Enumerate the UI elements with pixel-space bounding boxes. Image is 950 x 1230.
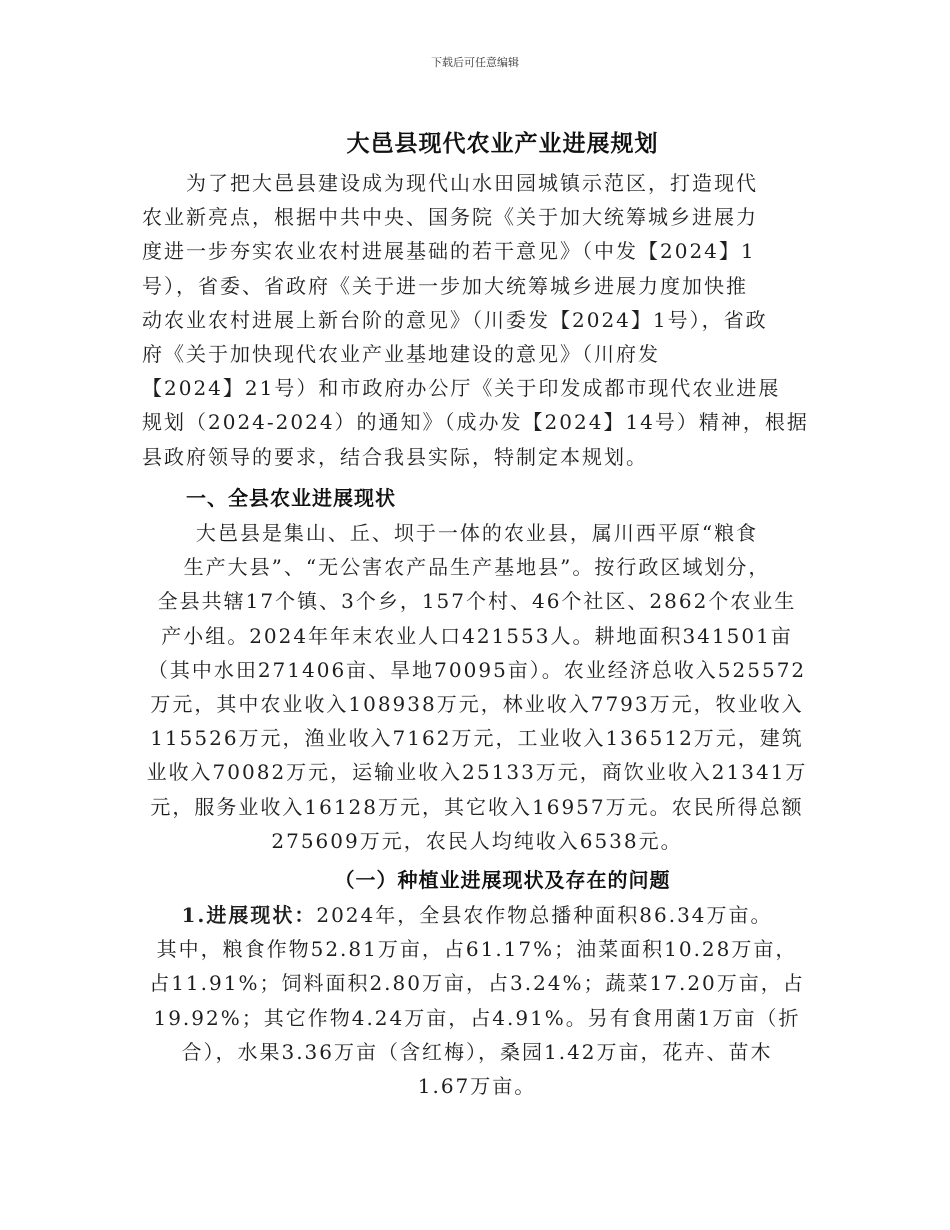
text-line: 业收入70082万元，运输业收入25133万元，商饮业收入21341万 [146, 760, 808, 785]
page-header-note: 下载后可任意编辑 [431, 56, 519, 69]
text-line: 产小组。2024年年末农业人口421553人。耕地面积341501亩 [161, 623, 793, 648]
text-line: 规划（2024-2024）的通知》（成办发【2024】14号）精神，根据 [142, 410, 809, 435]
lead-text: 2024年，全县农作物总播种面积86.34万亩。 [316, 903, 773, 927]
text-line: 农业新亮点，根据中共中央、国务院《关于加大统筹城乡进展力 [142, 205, 758, 230]
text-line: 全县共辖17个镇、3个乡，157个村、46个社区、2862个农业生 [157, 589, 797, 614]
text-line: 为了把大邑县建设成为现代山水田园城镇示范区，打造现代 [142, 171, 758, 195]
text-line: 其中，粮食作物52.81万亩，占61.17%；油菜面积10.28万亩， [156, 937, 798, 962]
text-line: 元，服务业收入16128万元，其它收入16957万元。农民所得总额 [150, 794, 804, 819]
text-line: 动农业农村进展上新台阶的意见》（川委发【2024】1号），省政 [142, 307, 768, 332]
text-line: 【2024】21号）和市政府办公厅《关于印发成都市现代农业进展 [142, 376, 781, 401]
section1-paragraph [142, 516, 812, 858]
text-line: 275609万元，农民人均纯收入6538元。 [271, 828, 683, 853]
text-line: 万元，其中农业收入108938万元，林业收入7793万元，牧业收入 [150, 692, 804, 717]
intro-paragraph [142, 166, 812, 474]
section-heading: 一、全县农业进展现状 [186, 486, 396, 510]
subsection1-paragraph [142, 898, 812, 1103]
text-line: 1.67万亩。 [417, 1074, 537, 1099]
text-line: 生产大县”、“无公害农产品生产基地县”。按行政区域划分， [183, 555, 771, 580]
document-title: 大邑县现代农业产业进展规划 [346, 130, 659, 157]
subsection-heading: （一）种植业进展现状及存在的问题 [334, 868, 671, 892]
text-line: 度进一步夯实农业农村进展基础的若干意见》（中发【2024】1 [142, 239, 756, 264]
text-line: 县政府领导的要求，结合我县实际，特制定本规划。 [142, 444, 648, 469]
text-line: 占11.91%；饲料面积2.80万亩，占3.24%；蔬菜17.20万亩，占 [149, 971, 805, 996]
text-line: 府《关于加快现代农业产业基地建设的意见》（川府发 [142, 342, 660, 367]
text-line: 115526万元，渔业收入7162万元，工业收入136512万元，建筑 [150, 726, 804, 751]
text-line [142, 898, 812, 932]
text-line: 大邑县是集山、丘、坝于一体的农业县，属川西平原“粮食 [195, 521, 759, 545]
lead-label: 1.进展现状： [181, 903, 317, 927]
text-line: 19.92%；其它作物4.24万亩，占4.91%。另有食用菌1万亩（折 [153, 1005, 801, 1030]
text-line: 号），省委、省政府《关于进一步加大统筹城乡进展力度加快推 [142, 273, 748, 298]
text-line: 合），水果3.36万亩（含红梅），桑园1.42万亩，花卉、苗木 [181, 1039, 773, 1064]
text-line: （其中水田271406亩、旱地70095亩）。农业经济总收入525572 [147, 657, 807, 682]
